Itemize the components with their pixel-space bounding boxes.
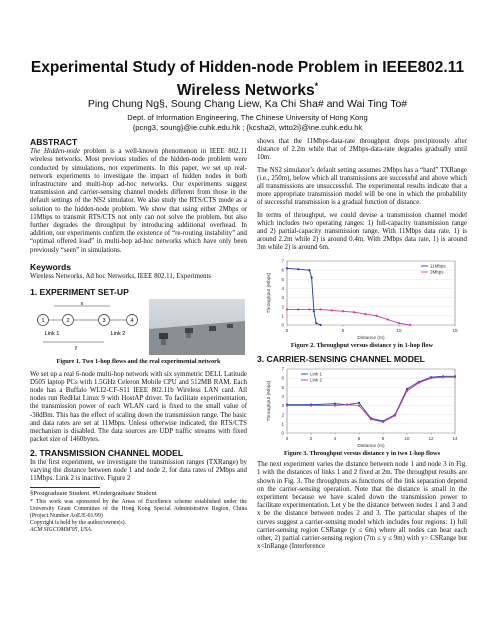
figure-3-chart [263, 365, 463, 449]
data-point [370, 418, 372, 420]
x-tick-label: 10 [396, 327, 402, 333]
figure-2-chart [263, 257, 463, 341]
y-tick-label: 6 [281, 267, 284, 273]
node-2-label: 2 [66, 318, 70, 325]
abstract-text [30, 148, 247, 255]
right-paragraph-1: shows that the 11Mbps-data-rate throughput drops precipitously after distance of 2.2m while that of 2Mbps-data-rate degrades gradually until 10m. [257, 138, 467, 162]
data-point [418, 382, 420, 384]
footnote-venue: ACM SIGCOMM'05, USA. [30, 527, 93, 534]
right-column [257, 138, 467, 555]
node-1-label: 1 [41, 318, 45, 325]
data-point [342, 310, 344, 312]
paper-title [0, 58, 495, 100]
data-point [320, 308, 322, 310]
data-point [364, 313, 366, 315]
x-axis-label: Distance (m) [357, 335, 385, 341]
data-point [358, 402, 360, 404]
y-tick-label: 4 [281, 394, 284, 400]
data-point [382, 421, 384, 423]
y-tick-label: 2 [281, 303, 284, 309]
data-point [313, 310, 315, 312]
link-2-label: Link 2 [110, 331, 126, 338]
data-point [358, 405, 360, 407]
right-paragraph-4: The next experiment varies the distance between node 1 and node 3 in Fig. 1 with the distances of links 1 and 2 fixed at 2m. The throughput results are shown in Fig. 3. The throughputs as functions of the link separation depend on the carrier-sensing operation. Note that the distance is small in the experiment because we have scaled down the transmission power to facilitate experimentation. Let y be the distance between nodes 1 and 3 and x be the distance between nodes 2 and 3. The particular shapes of the curves suggest a carrier-sensing model which includes four regions: 1) full carrier-sensing region CSRange (y ≤ 6m) where all nodes can hear each other, 2) partial carrier-sensing region (7m ≤ y ≤ 9m) with y> CSRange but x<InRange (Interference [257, 461, 467, 551]
data-point [297, 308, 299, 310]
y-axis-label: Throughput (Mbps) [267, 380, 272, 422]
node-3-label: 3 [102, 318, 106, 325]
data-point [394, 415, 396, 417]
x-tick-label: 2 [309, 436, 313, 442]
x-tick-label: 0 [285, 436, 289, 442]
experiment-photo [149, 299, 245, 355]
x-tick-label: 10 [404, 436, 410, 442]
y-tick-label: 7 [281, 366, 284, 372]
y-tick-label: 0 [281, 430, 284, 436]
y-tick-label: 1 [281, 421, 284, 427]
node-4-label: 4 [130, 318, 134, 325]
y-tick-label: 3 [281, 403, 284, 409]
data-point [430, 377, 432, 379]
data-point [320, 324, 322, 326]
title-footnote-mark: * [314, 81, 319, 91]
data-point [387, 318, 389, 320]
keywords-heading: Keywords [30, 261, 72, 272]
figure-2-caption: Figure 2. Throughput versus distance y in 1-hop flow [290, 341, 434, 349]
footnote-student: §Postgraduate Student. #Undergraduate Student [30, 490, 157, 498]
x-axis-label: Distance (m) [357, 444, 385, 450]
x-tick-label: 4 [333, 436, 337, 442]
node-diagram [32, 300, 144, 356]
x-tick-label: 12 [428, 436, 434, 442]
footnotes [30, 490, 247, 534]
diagram-x-label: x [80, 301, 84, 308]
right-paragraph-3: In terms of throughput, we could devise a transmission channel model which includes two operating ranges: 1) full-capacity transmission range and 2) partial-capacity transmission range. With 11Mbps data rate, 1) is around 2.2m while 2) is around 0.4m. With 2Mbps data rate, 1) is around 3m while 2) is around 6m. [257, 211, 467, 252]
data-point [376, 314, 378, 316]
data-point [286, 405, 288, 407]
x-tick-label: 0 [285, 327, 289, 333]
data-point [297, 268, 299, 270]
section-1-paragraph: We set up a real 6-node multi-hop network with six symmetric DELL Latitude D505 laptop PCs with 1.5GHz Celeron Mobile CPU and 512MB RAM. Each node has a Buffalo WLI2-CF-S11 IEEE 802.11b Wireless LAN card. All nodes run RedHat Linux 9 with HostAP driver. To facilitate experimentation, the transmission power of each WLAN card is fixed to the small value of -38dBm. This has the effect of scaling down the transmission range. The basic and data rates are set at 11Mbps. Unless otherwise indicated, the RTS/CTS mechanism is disabled. The data sources are UDP traffic streams with fixed packet size of 1460bytes. [30, 370, 247, 444]
legend-label: Link 2 [310, 377, 323, 383]
diagram-y-label: y [74, 345, 78, 352]
abstract-heading: ABSTRACT [30, 137, 78, 147]
y-tick-label: 5 [281, 276, 284, 282]
abstract-lead: The Hidden-node [30, 148, 80, 156]
footnote-copyright: Copyright is held by the author/owner(s). [30, 520, 126, 527]
x-tick-label: 14 [452, 436, 458, 442]
data-point [311, 276, 313, 278]
keywords-text: Wireless Networks, Ad hoc Networks, IEEE 802.11, Experiments [30, 273, 212, 281]
title-line-1: Experimental Study of Hidden-node Problem in IEEE802.11 [30, 59, 465, 76]
author-list: Ping Chung Ng§, Soung Chang Liew, Ka Chi Sha# and Wai Ting To# [87, 98, 408, 110]
y-tick-label: 0 [281, 322, 284, 328]
data-point [308, 308, 310, 310]
legend-label: 11Mbps [430, 263, 446, 269]
right-paragraph-2: The NS2 simulator’s default setting assumes 2Mbps has a “hard” TXRange (i.e., 250m), below which all transmissions are successful and above which all transmissions are unsuccessful. The experimental results indicate that a more appropriate transmission model will be one in which the probability of successful transmission is a gradual function of distance. [257, 166, 467, 207]
affiliation [0, 113, 495, 132]
data-point [454, 376, 456, 378]
data-point [409, 324, 411, 326]
data-point [331, 309, 333, 311]
data-point [406, 390, 408, 392]
y-tick-label: 6 [281, 375, 284, 381]
section-1-heading: 1. EXPERIMENT SET-UP [30, 287, 129, 298]
section-2-paragraph: In the first experiment, we investigate the transmission ranges (TXRange) by varying the distance between node 1 and node 2, for data rates of 2Mbps and 11Mbps. Link 2 is inactive. Figure 2 [30, 458, 247, 483]
y-tick-label: 4 [281, 285, 284, 291]
section-3-heading: 3. CARRIER-SENSING CHANNEL MODEL [257, 353, 425, 364]
x-tick-label: 5 [341, 327, 345, 333]
footnote-funding: * This work was sponsored by the Areas of Excellence scheme established under the University Grant Committee of the Hong Kong Special Administrative Region, China (Project Number AoE/E-01/99) [30, 499, 247, 520]
figure-1 [30, 298, 247, 358]
data-point [315, 322, 317, 324]
y-tick-label: 2 [281, 412, 284, 418]
data-point [310, 405, 312, 407]
data-point [286, 267, 288, 269]
y-tick-label: 3 [281, 294, 284, 300]
data-point [398, 322, 400, 324]
y-axis-label: Throughput (Mbps) [267, 272, 272, 314]
data-point [308, 269, 310, 271]
figure-1-caption: Figure 1. Two 1-hop flows and the real experimental network [56, 358, 221, 366]
title-line-2: Wireless Networks [176, 82, 315, 100]
affiliation-emails: {pcng3, soung}@ie.cuhk.edu.hk ; {kcsha2i, wtto2i}@ine.cuhk.edu.hk [132, 122, 363, 132]
affiliation-dept: Dept. of Information Engineering, The Chinese University of Hong Kong [127, 113, 368, 122]
data-point [334, 405, 336, 407]
link-1-label: Link 1 [44, 331, 60, 338]
legend-label: 2Mbps [430, 269, 444, 275]
x-tick-label: 15 [452, 327, 458, 333]
x-tick-label: 8 [381, 436, 385, 442]
y-tick-label: 1 [281, 313, 284, 319]
legend-label: Link 1 [310, 371, 323, 377]
data-point [346, 404, 348, 406]
abstract-body: problem is a well-known phenomenon in IEEE 802.11 wireless networks. Most previous studies of the hidden-node problem were conducted by simulations, not experiments. In this paper, we set up real-network experiments to investigate the impact of hidden nodes in both infrastructure and multi-hop ad-hoc networks. Our experiments suggest transmission and carrier-sensing channel models different from those in the default settings of the NS2 simulator. We also study the RTS/CTS mode as a solution to the hidden-node problem. We show that using either 2Mbps or 11Mbps to transmit RTS/CTS not only can not solve the problem, but also further degrades the throughput by introducing additional overhead. In addition, our experiments confirm the existence of “re-routing instability” and “optimal offered load” in multi-hop ad-hoc networks which have only been previously “seen” in simulations. [30, 148, 247, 254]
figure-3-caption: Figure 3. Throughput versus distance y in two 1-hop flows [283, 450, 441, 458]
section-2-heading: 2. TRANSMISSION CHANNEL MODEL [30, 448, 184, 459]
y-tick-label: 7 [281, 258, 284, 264]
data-point [442, 376, 444, 378]
y-tick-label: 5 [281, 384, 284, 390]
x-tick-label: 6 [357, 436, 361, 442]
footnote-rule [30, 487, 100, 488]
left-column [30, 138, 247, 534]
data-point [353, 311, 355, 313]
data-point [286, 308, 288, 310]
